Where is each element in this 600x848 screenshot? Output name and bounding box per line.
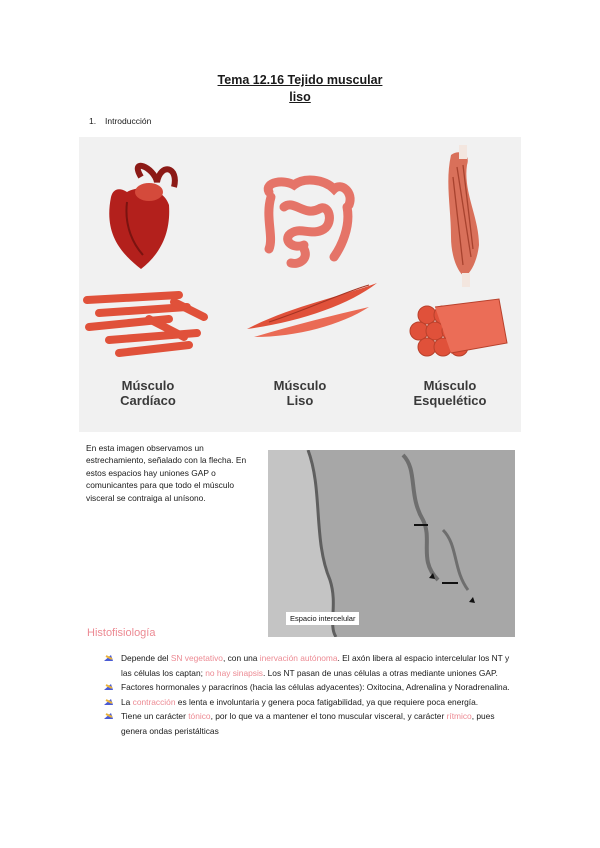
skeletal-fibers-illustration <box>410 299 507 356</box>
title-line-2: liso <box>289 90 311 104</box>
bullet-text: es lenta e involuntaria y genera poca fatigabilidad, ya que requiere poca energía. <box>175 696 479 707</box>
label-skeletal <box>385 378 515 408</box>
micrograph-image <box>268 450 515 637</box>
bullet-text: , con una <box>222 653 260 663</box>
section-heading-histofisiologia: Histofisiología <box>87 627 156 639</box>
highlighted-term: rítmico <box>446 711 472 721</box>
skeletal-muscle-illustration <box>448 145 479 287</box>
bullet-text: , por lo que va a mantener el tono muscular visceral, y carácter <box>210 711 447 721</box>
label-cardiac <box>83 378 213 408</box>
bullet-text: La <box>121 696 133 707</box>
highlighted-term: no hay sinapsis <box>205 667 263 678</box>
list-item <box>101 680 521 695</box>
bullet-icon <box>103 697 114 706</box>
label-smooth <box>235 378 365 408</box>
description-paragraph: En esta imagen observamos un estrechamiento, señalado con la flecha. En estos espacios hay uniones GAP o comunicantes para que todo el músculo visceral se contraiga al unísono. <box>86 443 247 503</box>
smooth-fibers-illustration <box>247 283 377 337</box>
section-heading-introduccion <box>89 116 151 126</box>
bullet-icon <box>103 711 114 720</box>
bullet-icon <box>103 682 114 691</box>
label-skeletal-line1: Músculo <box>423 378 477 393</box>
micrograph-caption: Espacio intercelular <box>286 612 359 625</box>
document-title <box>0 72 600 106</box>
muscle-illustrations <box>79 137 521 377</box>
list-item <box>101 651 521 680</box>
section-label: Introducción <box>105 116 152 126</box>
muscle-types-figure <box>79 137 521 432</box>
title-line-1: Tema 12.16 Tejido muscular <box>217 73 383 87</box>
cardiac-fibers-illustration <box>87 295 204 353</box>
bullet-text: , pues genera ondas peristálticas <box>121 711 495 736</box>
intestine-illustration <box>268 180 350 263</box>
histology-bullet-list <box>101 651 521 738</box>
label-cardiac-line1: Músculo <box>121 378 175 393</box>
bullet-text: Factores hormonales y paracrinos (hacia las células adyacentes): Oxitocina, Adrenalina y Noradrenalina. <box>121 682 510 692</box>
bullet-text: . El axón libera al espacio intercelular los NT y las células los captan; <box>121 653 510 678</box>
label-smooth-line1: Músculo <box>273 378 327 393</box>
highlighted-term: tónico <box>188 711 211 721</box>
bullet-text: Tiene un carácter <box>121 711 189 721</box>
bullet-text: Depende del <box>121 653 171 663</box>
bullet-text: . Los NT pasan de unas células a otras mediante uniones GAP. <box>263 667 498 678</box>
label-skeletal-line2: Esquelético <box>413 393 487 408</box>
section-number: 1. <box>89 116 97 126</box>
list-item <box>101 709 521 738</box>
micrograph-drawing <box>268 450 515 637</box>
label-smooth-line2: Liso <box>286 393 314 408</box>
label-cardiac-line2: Cardíaco <box>120 393 176 408</box>
bullet-icon <box>103 653 114 662</box>
heart-illustration <box>109 166 175 269</box>
list-item <box>101 695 521 710</box>
highlighted-term: SN vegetativo <box>170 653 223 663</box>
highlighted-term: contracción <box>132 696 176 707</box>
highlighted-term: inervación autónoma <box>259 653 338 663</box>
